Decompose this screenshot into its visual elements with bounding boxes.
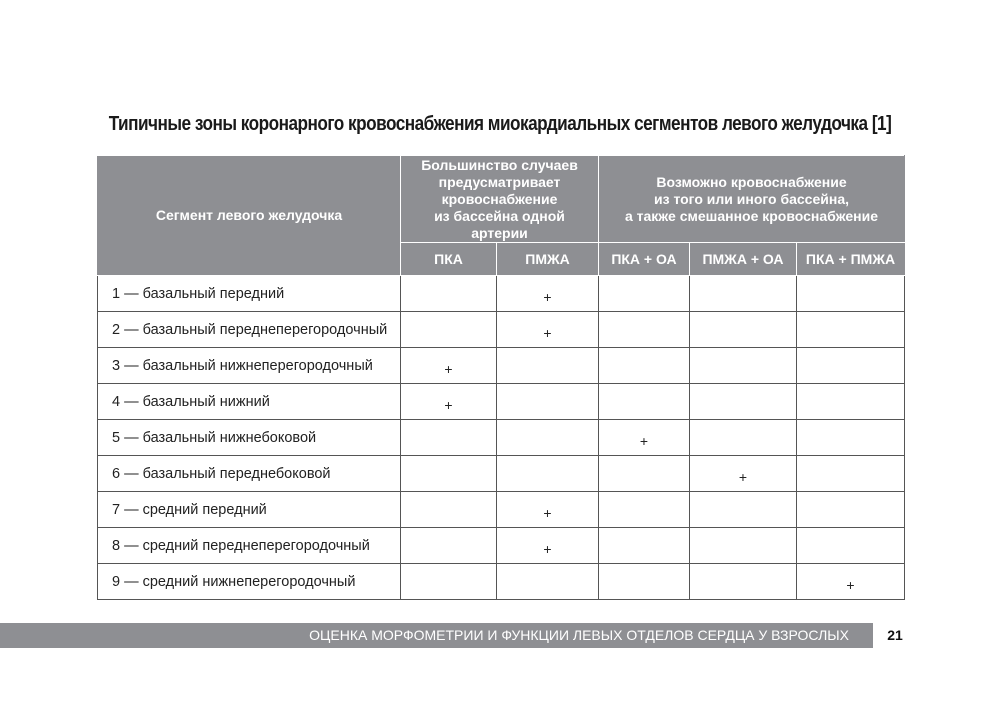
supply-mark-cell [797, 564, 905, 600]
table-row [98, 420, 905, 456]
segment-label: 4 — базальный нижний [98, 384, 401, 420]
supply-mark-cell [690, 276, 797, 312]
page-title: Типичные зоны коронарного кровоснабжения миокардиальных сегментов левого желудочка [1] [108, 113, 892, 135]
table-row [98, 492, 905, 528]
supply-mark-cell [401, 384, 497, 420]
footer-running-title: ОЦЕНКА МОРФОМЕТРИИ И ФУНКЦИИ ЛЕВЫХ ОТДЕЛОВ СЕРДЦА У ВЗРОСЛЫХ [309, 627, 849, 643]
supply-mark: + [738, 468, 748, 485]
supply-mark-cell [497, 528, 599, 564]
supply-mark-cell [497, 564, 599, 600]
header-single-artery [401, 156, 599, 243]
subheader-pka: ПКА [401, 243, 497, 276]
table-row [98, 528, 905, 564]
supply-mark-cell [599, 276, 690, 312]
segment-label: 7 — средний передний [98, 492, 401, 528]
subheader-pka-oa: ПКА + ОА [599, 243, 690, 276]
supply-mark-cell [401, 456, 497, 492]
table-row [98, 564, 905, 600]
segment-label: 6 — базальный переднебоковой [98, 456, 401, 492]
supply-mark-cell [690, 312, 797, 348]
supply-mark-cell [599, 420, 690, 456]
supply-mark-cell [401, 528, 497, 564]
footer-bar [0, 623, 873, 648]
coronary-supply-table [97, 155, 905, 600]
supply-mark-cell [497, 276, 599, 312]
segment-label: 2 — базальный переднеперегородочный [98, 312, 401, 348]
supply-mark-cell [690, 528, 797, 564]
segment-label: 1 — базальный передний [98, 276, 401, 312]
subheader-pmzha-oa: ПМЖА + ОА [690, 243, 797, 276]
supply-mark-cell [401, 420, 497, 456]
supply-mark-cell [497, 312, 599, 348]
subheader-pka-pmzha: ПКА + ПМЖА [797, 243, 905, 276]
header-line: из бассейна одной артерии [434, 207, 565, 241]
segment-label: 9 — средний нижнеперегородочный [98, 564, 401, 600]
supply-mark-cell [497, 420, 599, 456]
table-body [98, 276, 905, 600]
supply-mark-cell [599, 492, 690, 528]
table-row [98, 312, 905, 348]
supply-mark-cell [690, 384, 797, 420]
supply-mark-cell [797, 492, 905, 528]
table-row [98, 384, 905, 420]
supply-mark-cell [797, 276, 905, 312]
table-row [98, 348, 905, 384]
supply-mark: + [846, 576, 855, 593]
supply-mark: + [543, 288, 552, 305]
supply-mark-cell [797, 528, 905, 564]
supply-mark-cell [797, 456, 905, 492]
segment-label: 8 — средний переднеперегородочный [98, 528, 401, 564]
segment-label: 5 — базальный нижнебоковой [98, 420, 401, 456]
supply-mark: + [543, 504, 552, 521]
table-row [98, 456, 905, 492]
supply-mark-cell [599, 348, 690, 384]
subheader-pmzha: ПМЖА [497, 243, 599, 276]
supply-mark-cell [797, 348, 905, 384]
supply-mark: + [444, 396, 453, 413]
supply-mark-cell [497, 492, 599, 528]
supply-mark-cell [401, 564, 497, 600]
supply-mark: + [444, 360, 453, 377]
header-line: кровоснабжение [441, 190, 558, 207]
supply-mark-cell [599, 312, 690, 348]
header-line: а также смешанное кровоснабжение [624, 207, 879, 224]
supply-mark-cell [401, 276, 497, 312]
supply-mark: + [543, 324, 552, 341]
supply-mark-cell [401, 348, 497, 384]
supply-mark-cell [797, 420, 905, 456]
supply-mark-cell [797, 384, 905, 420]
supply-mark-cell [599, 456, 690, 492]
header-line: из того или иного бассейна, [654, 190, 849, 207]
supply-mark-cell [599, 528, 690, 564]
supply-mark-cell [497, 348, 599, 384]
supply-mark-cell [497, 384, 599, 420]
supply-mark-cell [401, 492, 497, 528]
supply-mark: + [543, 540, 552, 557]
supply-mark-cell [690, 564, 797, 600]
supply-mark-cell [690, 420, 797, 456]
header-line: предусматривает [438, 173, 561, 190]
segment-label: 3 — базальный нижнеперегородочный [98, 348, 401, 384]
supply-mark-cell [690, 492, 797, 528]
supply-mark-cell [690, 348, 797, 384]
supply-mark-cell [401, 312, 497, 348]
page-number: 21 [887, 627, 903, 643]
table-row [98, 276, 905, 312]
supply-mark-cell [599, 564, 690, 600]
header-mixed-supply [599, 156, 905, 243]
header-segment: Сегмент левого желудочка [98, 156, 401, 276]
supply-mark-cell [497, 456, 599, 492]
header-line: Большинство случаев [421, 156, 578, 173]
supply-mark-cell [690, 456, 797, 492]
supply-mark-cell [599, 384, 690, 420]
header-line: Возможно кровоснабжение [656, 173, 847, 190]
supply-mark-cell [797, 312, 905, 348]
supply-mark: + [639, 432, 649, 449]
